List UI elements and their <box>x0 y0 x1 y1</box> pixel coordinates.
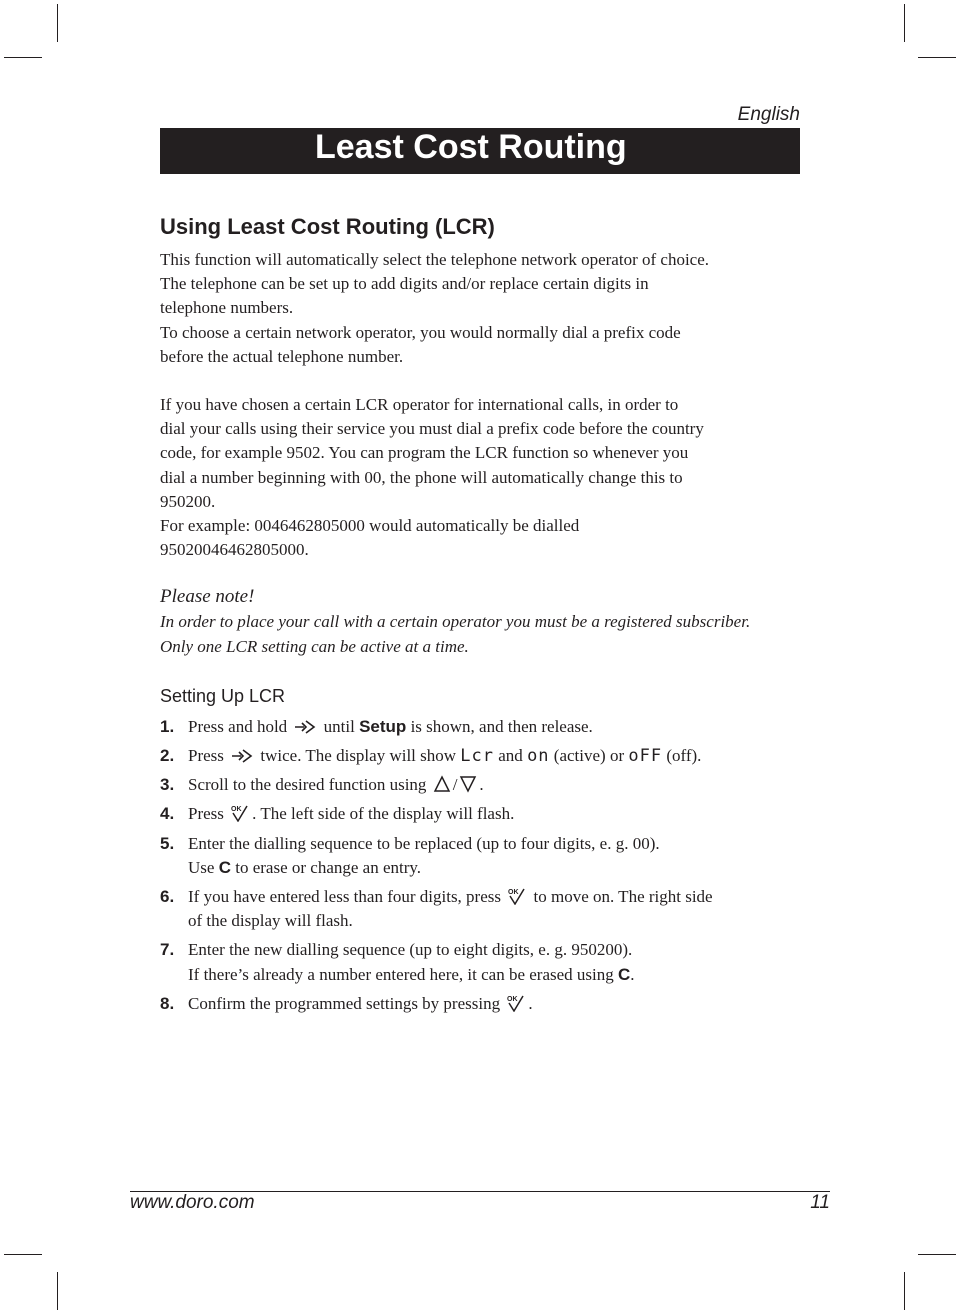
svg-text:OK: OK <box>508 889 519 897</box>
page-title: Least Cost Routing <box>315 128 627 166</box>
crop-mark <box>57 4 58 42</box>
c-key: C <box>618 964 631 984</box>
main-content <box>160 212 810 1021</box>
crop-mark <box>4 1254 42 1255</box>
c-key: C <box>218 857 231 877</box>
svg-text:OK: OK <box>507 995 518 1003</box>
step-3: 3. Scroll to the desired function using / . <box>160 775 484 795</box>
step-5: 5. Enter the dialling sequence to be replaced (up to four digits, e. g. 00). Use C to erase or change an entry. <box>160 833 660 877</box>
crop-mark <box>904 1272 905 1310</box>
ok-check-icon <box>507 887 527 905</box>
international-paragraph: If you have chosen a certain LCR operator for international calls, in order to dial your calls using their service you must dial a prefix code before the country code, for example 9502. You can program the LCR function so whenever you dial a number beginning with 00, the phone will automatically change this to 950200. For example: 0046462805000 would automatically be dialled 95020046462805000. <box>160 395 704 560</box>
intro-paragraph: This function will automatically select the telephone network operator of choice. The telephone can be set up to add digits and/or replace certain digits in telephone numbers. To choose a certain network operator, you would normally dial a prefix code before the actual telephone number. <box>160 250 710 366</box>
step-8: 8. Confirm the programmed settings by pressing OK . <box>160 993 533 1013</box>
step-4: 4. Press OK . The left side of the display will flash. <box>160 804 515 824</box>
ok-check-icon <box>506 994 526 1012</box>
step-6: 6. If you have entered less than four digits, press OK to move on. The right side of the display will flash. <box>160 887 713 931</box>
lcd-lcr: Lcr <box>460 746 495 767</box>
crop-mark <box>4 57 42 58</box>
title-bar <box>160 128 800 174</box>
arrow-key-icon <box>293 719 317 735</box>
note-title: Please note! <box>160 586 255 608</box>
step-2: 2. Press twice. The display will show Lcr and on (active) or oFF (off). <box>160 746 702 767</box>
language-label: English <box>737 104 800 125</box>
lcd-on: on <box>527 746 550 767</box>
footer-url: www.doro.com <box>130 1192 255 1213</box>
crop-mark <box>57 1272 58 1310</box>
crop-mark <box>918 57 956 58</box>
section-heading: Using Least Cost Routing (LCR) <box>160 214 495 239</box>
svg-text:OK: OK <box>231 806 242 814</box>
page-number: 11 <box>810 1192 830 1213</box>
note-text: In order to place your call with a certain operator you must be a registered subscriber. Only one LCR setting can be active at a time. <box>160 612 751 656</box>
up-triangle-icon <box>433 775 451 793</box>
down-triangle-icon <box>459 775 477 793</box>
setup-heading: Setting Up LCR <box>160 685 286 706</box>
crop-mark <box>918 1254 956 1255</box>
step-7: 7. Enter the new dialling sequence (up to eight digits, e. g. 950200). If there’s already a number entered here, it can be erased using C. <box>160 940 635 984</box>
step-1: 1. Press and hold until Setup is shown, and then release. <box>160 716 593 736</box>
ok-check-icon <box>230 804 250 822</box>
lcd-off: oFF <box>628 746 663 767</box>
crop-mark <box>904 4 905 42</box>
setup-steps <box>160 715 810 1016</box>
arrow-key-icon <box>230 748 254 764</box>
